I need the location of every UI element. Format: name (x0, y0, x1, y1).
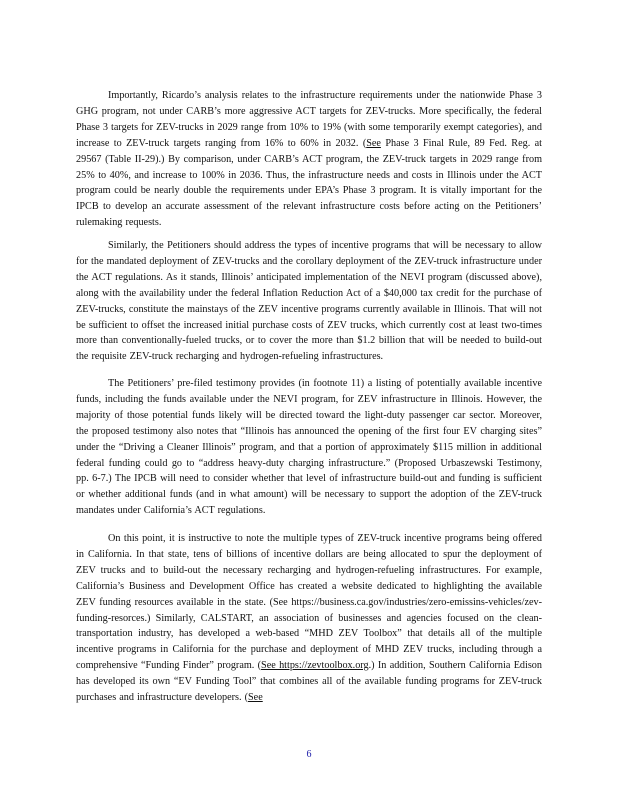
text-run: Similarly, the Petitioners should address the types of incentive programs that will be necessary to allow for the mandated deployment of ZEV-trucks and the corollary deployment of the ZEV-truck infrastructure under the ACT regulations. As it stands, Illinois’ anticipated implementation of the NEVI program (discussed above), along with the availability under the federal Inflation Reduction Act of a $40,000 tax credit for the purchase of ZEV-trucks, constitute the mainstays of the ZEV incentive programs currently available in Illinois. That will not be sufficient to offset the increased initial purchase costs of ZEV trucks, which currently cost at least two-times more than conventionally-fueled trucks, or to cover the more than $1.2 billion that will be needed to build-out the requisite ZEV-truck recharging and hydrogen-refueling infrastructures. (76, 240, 542, 363)
paragraph (76, 238, 542, 365)
text-run: On this point, it is instructive to note the multiple types of ZEV-truck incentive programs being offered in California. In that state, tens of billions of incentive dollars are being allocated to spur the deployment of ZEV trucks and to build-out the necessary recharging and hydrogen-refueling infrastructures. For example, California’s Business and Development Office has created a website dedicated to highlighting the available ZEV funding resources available in the state. (See https://business.ca.gov/industries/zero-emissins-vehicles/zev-funding-resorces.) Similarly, CALSTART, an association of businesses and agencies focused on the clean-transportation industry, has developed a web-based “MHD ZEV Toolbox” that details all of the multiple incentive programs in California for the purchase and deployment of MHD ZEV trucks, including through a comprehensive “Funding Finder” program. ( (76, 533, 542, 672)
text-run: .) In addition, Southern California Edison has developed its own “EV Funding Tool” that combines all of the available funding programs for ZEV-truck purchases and infrastructure developers. ( (76, 660, 542, 704)
text-run: Importantly, Ricardo’s analysis relates to the infrastructure requirements under the nationwide Phase 3 GHG program, not under CARB’s more aggressive ACT targets for ZEV-trucks. More specifically, the federal Phase 3 targets for ZEV-trucks in 2029 range from 10% to 19% (with some temporarily exempt categories), and increase to ZEV-truck targets ranging from 16% to 60% in 2032. ( (76, 90, 542, 149)
paragraph (76, 531, 542, 706)
page-number: 6 (306, 749, 312, 760)
text-run: Phase 3 Final Rule, 89 Fed. Reg. at 29567 (Table II-29).) By comparison, under CARB’s ACT program, the ZEV-truck targets in 2029 range from 25% to 40%, and increase to 100% in 2036. Thus, the infrastructure needs and costs in Illinois under the ACT program could be nearly double the requirements under EPA’s Phase 3 program. It is vitally important for the IPCB to develop an accurate assessment of the relevant infrastructure costs before acting on the Petitioners’ rulemaking requests. (76, 137, 542, 229)
underlined-text-run: See https://zevtoolbox.org (261, 660, 369, 672)
underlined-text-run: See (248, 692, 263, 704)
paragraph (76, 88, 542, 231)
underlined-text-run: See (366, 137, 381, 149)
text-run: The Petitioners’ pre-filed testimony provides (in footnote 11) a listing of potentially available incentive funds, including the funds available under the NEVI program, for ZEV infrastructure in Illinois. However, the majority of those potential funds likely will be directed toward the light-duty passenger car sector. Moreover, the proposed testimony also notes that “Illinois has announced the opening of the first four EV charging sites” under the “Driving a Cleaner Illinois” program, and that a portion of approximately $115 million in additional federal funding could go to “address heavy-duty charging infrastructure.” (Proposed Urbaszewski Testimony, pp. 6-7.) The IPCB will need to consider whether that level of infrastructure build-out and funding is sufficient or whether additional funds (and in what amount) will be necessary to support the adoption of the ZEV-truck mandates under California’s ACT regulations. (76, 378, 542, 517)
paragraph (76, 376, 542, 519)
